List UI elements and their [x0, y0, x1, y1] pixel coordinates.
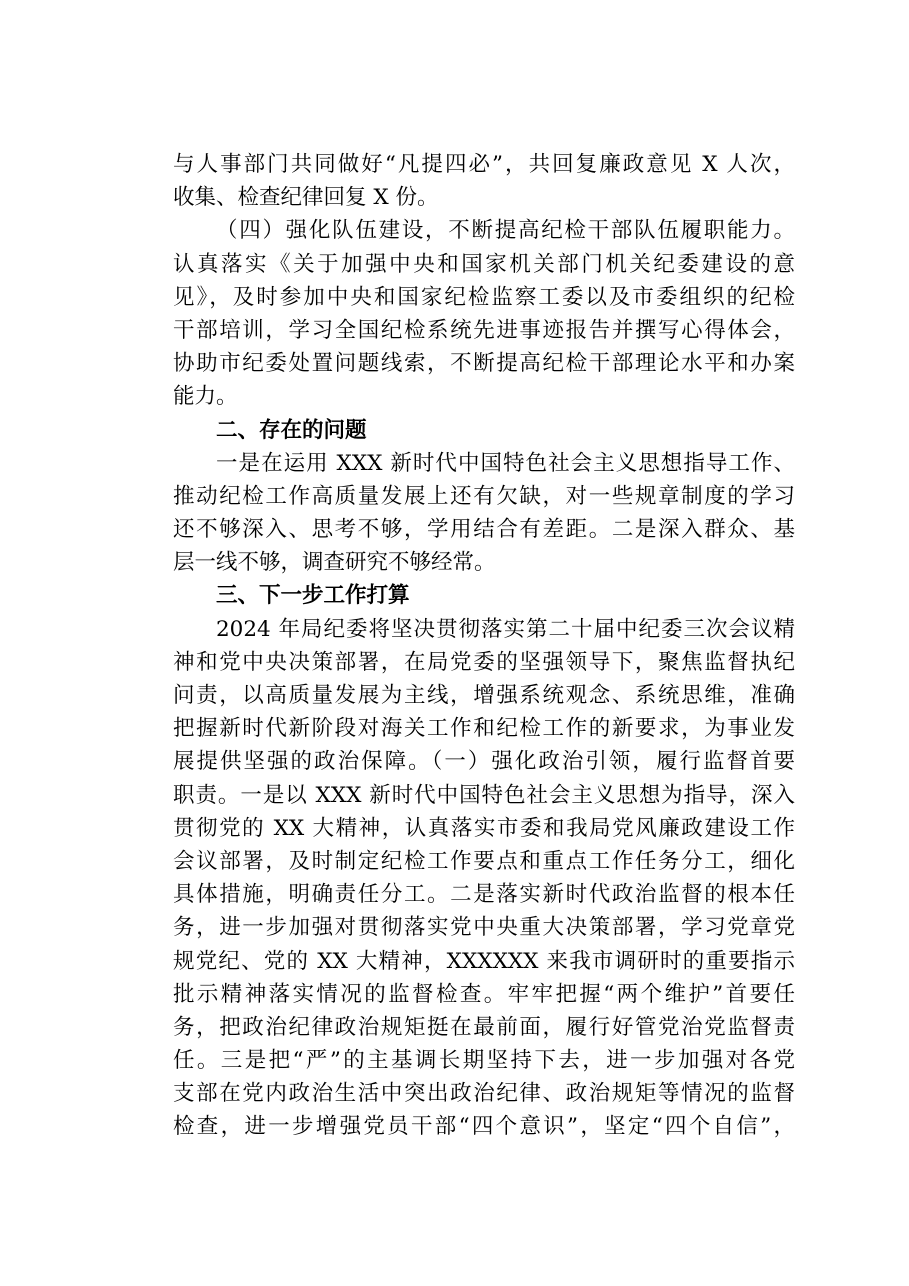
text-line: 具体措施，明确责任分工。二是落实新时代政治监督的根本任: [173, 882, 795, 908]
text-line: 干部培训，学习全国纪检系统先进事迹报告并撰写心得体会，: [173, 317, 795, 343]
text-line: 问责，以高质量发展为主线，增强系统观念、系统思维，准确: [173, 683, 795, 708]
text-line: 推动纪检工作高质量发展上还有欠缺，对一些规章制度的学习: [173, 483, 795, 509]
text-line: 规党纪、党的 XX 大精神，XXXXXX 来我市调研时的重要指示: [173, 948, 795, 974]
text-line: 还不够深入、思考不够，学用结合有差距。二是深入群众、基: [173, 517, 795, 543]
text-line: 把握新时代新阶段对海关工作和纪检工作的新要求，为事业发: [173, 716, 795, 742]
text-line: 务，把政治纪律政治规矩挺在最前面，履行好管党治党监督责: [173, 1014, 795, 1040]
text-line: 贯彻党的 XX 大精神，认真落实市委和我局党风廉政建设工作: [173, 815, 795, 841]
text-line: 会议部署，及时制定纪检工作要点和重点工作任务分工，细化: [173, 848, 795, 874]
text-line: 批示精神落实情况的监督检查。牢牢把握“两个维护”首要任: [173, 981, 795, 1007]
text-line: 协助市纪委处置问题线索，不断提高纪检干部理论水平和办案: [173, 351, 795, 377]
text-line: 能力。: [173, 384, 238, 410]
document-body: [173, 148, 795, 1144]
section-heading: 三、下一步工作打算: [216, 583, 410, 609]
text-line: 神和党中央决策部署，在局党委的坚强领导下，聚焦监督执纪: [173, 649, 795, 675]
text-line: 见》，及时参加中央和国家纪检监察工委以及市委组织的纪检: [173, 284, 795, 310]
text-line: 支部在党内政治生活中突出政治纪律、政治规矩等情况的监督: [173, 1081, 795, 1107]
text-line: 检查，进一步增强党员干部“四个意识”，坚定“四个自信”，: [173, 1114, 795, 1140]
text-line: 一是在运用 XXX 新时代中国特色社会主义思想指导工作、: [216, 450, 795, 476]
text-line: 2024 年局纪委将坚决贯彻落实第二十届中纪委三次会议精: [216, 616, 795, 642]
text-line: 认真落实《关于加强中央和国家机关部门机关纪委建设的意: [173, 251, 795, 277]
text-line: 收集、检查纪律回复 X 份。: [173, 185, 439, 211]
text-line: 与人事部门共同做好“凡提四必”，共回复廉政意见 X 人次，: [173, 152, 795, 177]
text-line: 任。三是把“严”的主基调长期坚持下去，进一步加强对各党: [173, 1048, 795, 1074]
text-line: 务，进一步加强对贯彻落实党中央重大决策部署，学习党章党: [173, 915, 795, 941]
section-heading: 二、存在的问题: [216, 417, 367, 443]
text-line: 展提供坚强的政治保障。（一）强化政治引领，履行监督首要: [173, 749, 795, 775]
text-line: （四）强化队伍建设，不断提高纪检干部队伍履职能力。: [216, 218, 795, 244]
text-line: 职责。一是以 XXX 新时代中国特色社会主义思想为指导，深入: [173, 782, 795, 808]
text-line: 层一线不够，调查研究不够经常。: [173, 550, 496, 576]
